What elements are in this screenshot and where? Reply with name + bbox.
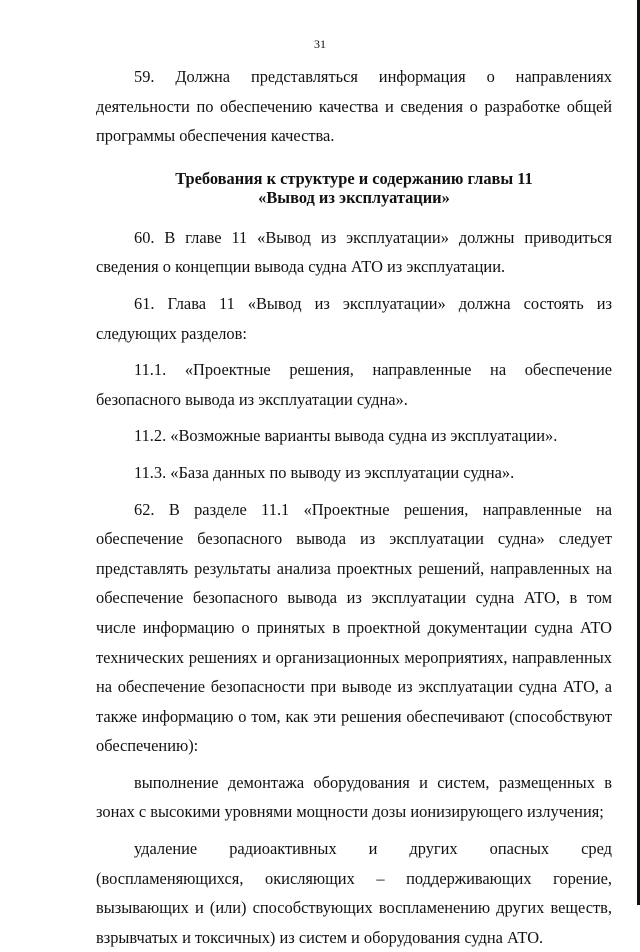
- page-content: [96, 62, 612, 952]
- spacer: [96, 761, 612, 768]
- subsection-11-2: 11.2. «Возможные варианты вывода судна из эксплуатации».: [134, 426, 558, 446]
- spacer: [96, 414, 612, 421]
- paragraph-59: 59. Должна представляться информация о направлениях деятельности по обеспечению качества и сведения о разработке общей программы обеспечения качества.: [96, 67, 612, 146]
- spacer: [96, 827, 612, 834]
- spacer: [96, 348, 612, 355]
- spacer: [96, 451, 612, 458]
- paragraph-61: 61. Глава 11 «Вывод из эксплуатации» должна состоять из следующих разделов:: [96, 293, 612, 343]
- heading-line-1: Требования к структуре и содержанию главы 11: [175, 168, 533, 188]
- spacer: [96, 488, 612, 495]
- subsection-11-1: 11.1. «Проектные решения, направленные на обеспечение безопасного вывода из эксплуатации судна».: [96, 360, 612, 409]
- paragraph-60: 60. В главе 11 «Вывод из эксплуатации» должны приводиться сведения о концепции вывода судна АТО из эксплуатации.: [96, 227, 612, 277]
- spacer: [96, 282, 612, 289]
- paragraph-62: 62. В разделе 11.1 «Проектные решения, направленные на обеспечение безопасного вывода из эксплуатации судна» следует представлять результаты анализа проектных решений, направленных на обеспечение безопасного вывода из эксплуатации судна АТО, в том числе информацию о принятых в проектной документации судна АТО технических решениях и организационных мероприятиях, направленных на обеспечение безопасности при выводе из эксплуатации судна АТО, а также информацию о том, как эти решения обеспечивают (способствуют обеспечению):: [96, 499, 612, 756]
- list-item-dismantling: выполнение демонтажа оборудования и систем, размещенных в зонах с высокими уровнями мощности дозы ионизирующего излучения;: [96, 772, 612, 822]
- section-heading: [96, 169, 612, 207]
- page-number: 31: [314, 37, 326, 51]
- subsection-11-3: 11.3. «База данных по выводу из эксплуатации судна».: [134, 462, 515, 482]
- list-item-removal: удаление радиоактивных и других опасных сред (воспламеняющихся, окисляющих – поддерживающих горение, вызывающих и (или) способствующих воспламенению других веществ, взрывчатых и токсичных) из систем и оборудования судна АТО.: [96, 839, 612, 947]
- heading-line-2: «Вывод из эксплуатации»: [258, 187, 450, 207]
